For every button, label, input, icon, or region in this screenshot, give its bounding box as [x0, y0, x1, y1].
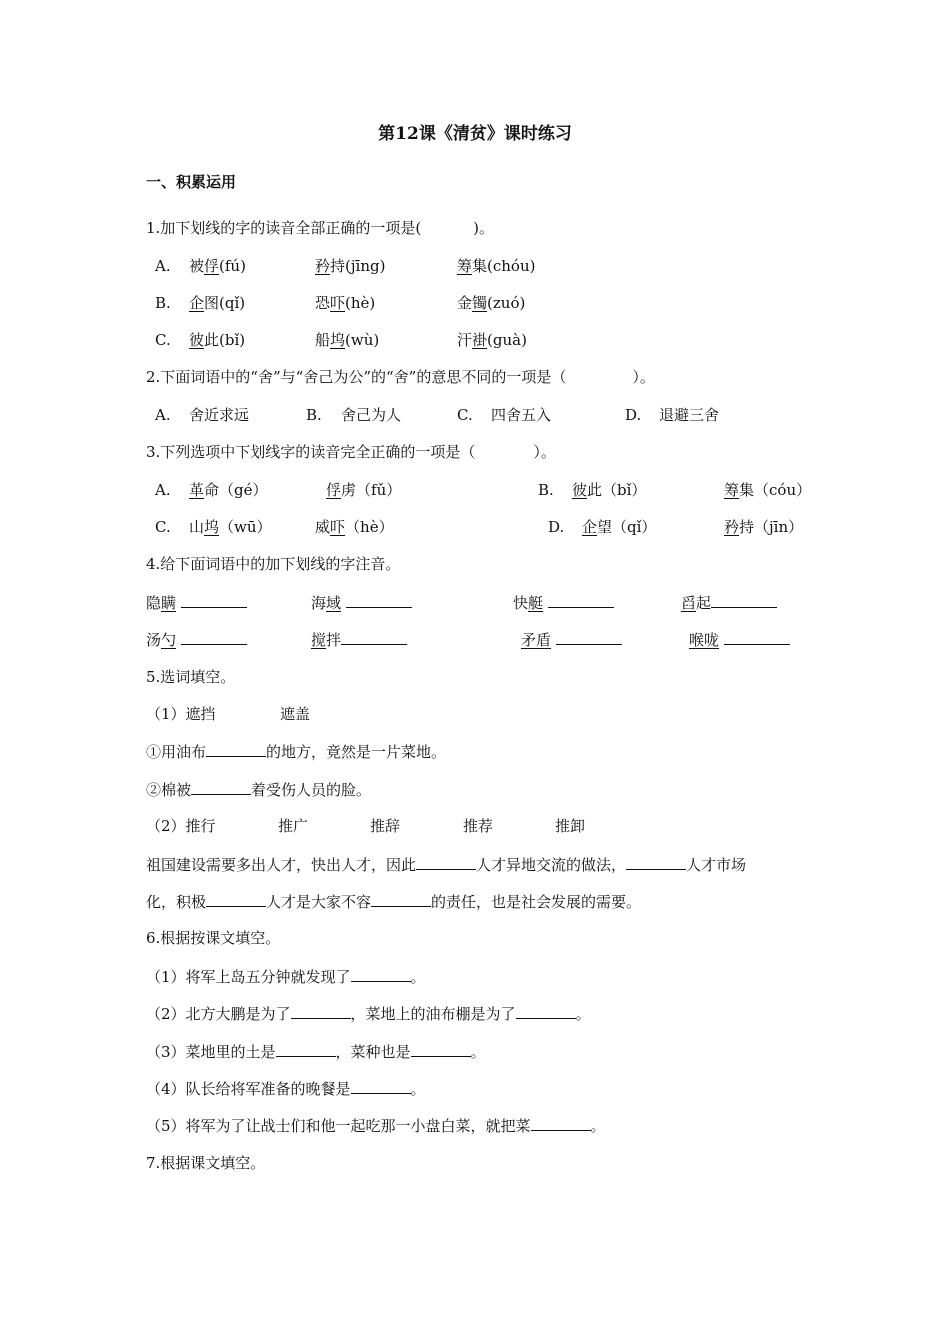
q5-part2-word5: 推卸 — [555, 817, 586, 835]
q1-option-c-item3: 汗褂(guà) — [457, 331, 527, 349]
q2-option-d-letter: D. — [625, 406, 642, 424]
answer-blank[interactable] — [351, 1078, 411, 1094]
question-2-stem: 2.下面词语中的“舍”与“舍己为公”的“舍”的意思不同的一项是（ ）。 — [146, 368, 655, 386]
answer-blank[interactable] — [548, 592, 614, 608]
q3-option-b-item1: 彼此（bǐ） — [572, 481, 647, 499]
answer-blank[interactable] — [181, 592, 247, 608]
q1-option-a-item3: 筹集(chóu) — [457, 257, 536, 275]
answer-blank[interactable] — [291, 1003, 351, 1019]
q5-part2-word4: 推荐 — [463, 817, 494, 835]
q2-option-b-letter: B. — [306, 406, 322, 424]
answer-blank[interactable] — [346, 592, 412, 608]
q1-option-b-item2: 恐吓(hè) — [315, 294, 376, 312]
q2-option-c-text: 四舍五入 — [491, 406, 552, 424]
q5-sentence-2: ②棉被 着受伤人员的脸。 — [146, 781, 372, 799]
question-6-stem: 6.根据按课文填空。 — [146, 929, 281, 947]
answer-blank[interactable] — [181, 629, 247, 645]
answer-blank[interactable] — [206, 741, 266, 757]
answer-blank[interactable] — [351, 966, 411, 982]
q6-item-1: （1）将军上岛五分钟就发现了 。 — [146, 968, 426, 986]
q2-option-d-text: 退避三舍 — [659, 406, 720, 424]
answer-blank[interactable] — [191, 779, 251, 795]
answer-blank[interactable] — [626, 854, 686, 870]
answer-blank[interactable] — [206, 891, 266, 907]
q3-option-c-item2: 威吓（hè） — [315, 518, 394, 536]
q3-option-d-item2: 矜持（jīn） — [724, 518, 804, 536]
question-4-stem: 4.给下面词语中的加下划线的字注音。 — [146, 555, 401, 573]
q1-option-c-item1: 彼此(bǐ) — [189, 331, 246, 349]
q4-word-1: 隐瞒 — [146, 592, 247, 613]
answer-blank[interactable] — [724, 629, 790, 645]
question-3-stem: 3.下列选项中下划线字的读音完全正确的一项是（ ）。 — [146, 443, 556, 461]
answer-blank[interactable] — [556, 629, 622, 645]
q5-paragraph-line-2: 化，积极 人才是大家不容 的责任，也是社会发展的需要。 — [146, 893, 642, 911]
answer-blank[interactable] — [276, 1041, 336, 1057]
q4-word-4: 舀起 — [681, 592, 777, 613]
q3-option-a-item2: 俘虏（fǔ） — [326, 481, 402, 499]
answer-blank[interactable] — [411, 1041, 471, 1057]
q2-option-a-text: 舍近求远 — [189, 406, 250, 424]
answer-blank[interactable] — [516, 1003, 576, 1019]
q5-part2-word2: 推广 — [278, 817, 309, 835]
q6-item-4: （4）队长给将军准备的晚餐是 。 — [146, 1080, 426, 1098]
q6-item-3: （3）菜地里的土是 ，菜种也是 。 — [146, 1043, 486, 1061]
question-5-stem: 5.选词填空。 — [146, 668, 236, 686]
q3-option-d-letter: D. — [548, 518, 565, 536]
q3-option-c-item1: 山坞（wū） — [189, 518, 272, 536]
q4-word-8: 喉咙 — [689, 629, 790, 650]
answer-blank[interactable] — [341, 629, 407, 645]
q4-word-7: 矛盾 — [521, 629, 622, 650]
answer-blank[interactable] — [371, 891, 431, 907]
q5-part2-label: （2）推行 — [146, 817, 216, 835]
q5-part1-word2: 遮盖 — [280, 705, 311, 723]
q4-word-3: 快艇 — [513, 592, 614, 613]
section-heading: 一、积累运用 — [146, 173, 237, 191]
q1-option-c-item2: 船坞(wù) — [315, 331, 380, 349]
q2-option-a-letter: A. — [155, 406, 171, 424]
q3-option-a-letter: A. — [155, 481, 171, 499]
answer-blank[interactable] — [711, 592, 777, 608]
q4-word-2: 海域 — [311, 592, 412, 613]
q4-word-6: 搅拌 — [311, 629, 407, 650]
q1-option-a-item1: 被俘(fú) — [189, 257, 246, 275]
page-title: 第12课《清贫》课时练习 — [378, 124, 572, 144]
q6-item-5: （5）将军为了让战士们和他一起吃那一小盘白菜，就把菜 。 — [146, 1117, 606, 1135]
q1-option-b-item1: 企图(qǐ) — [189, 294, 246, 312]
q1-option-a-item2: 矜持(jīng) — [315, 257, 386, 275]
q5-paragraph-line-1: 祖国建设需要多出人才，快出人才，因此 人才异地交流的做法， 人才市场 — [146, 856, 747, 874]
q1-option-c-letter: C. — [155, 331, 171, 349]
q3-option-d-item1: 企望（qǐ） — [582, 518, 657, 536]
q3-option-b-item2: 筹集（cóu） — [724, 481, 812, 499]
q4-word-5: 汤勺 — [146, 629, 247, 650]
answer-blank[interactable] — [416, 854, 476, 870]
q2-option-c-letter: C. — [457, 406, 473, 424]
q6-item-2: （2）北方大鹏是为了 ，菜地上的油布棚是为了 。 — [146, 1005, 591, 1023]
q2-option-b-text: 舍己为人 — [341, 406, 402, 424]
q1-option-a-letter: A. — [155, 257, 171, 275]
q3-option-c-letter: C. — [155, 518, 171, 536]
q1-option-b-item3: 金镯(zuó) — [457, 294, 526, 312]
answer-blank[interactable] — [531, 1115, 591, 1131]
q5-sentence-1: ①用油布 的地方，竟然是一片菜地。 — [146, 743, 447, 761]
q3-option-b-letter: B. — [538, 481, 554, 499]
q5-part2-word3: 推辞 — [370, 817, 401, 835]
question-1-stem: 1.加下划线的字的读音全部正确的一项是( )。 — [146, 219, 495, 237]
q1-option-b-letter: B. — [155, 294, 171, 312]
question-7-stem: 7.根据课文填空。 — [146, 1154, 266, 1172]
q5-part1-label: （1）遮挡 — [146, 705, 216, 723]
q3-option-a-item1: 革命（gé） — [189, 481, 268, 499]
